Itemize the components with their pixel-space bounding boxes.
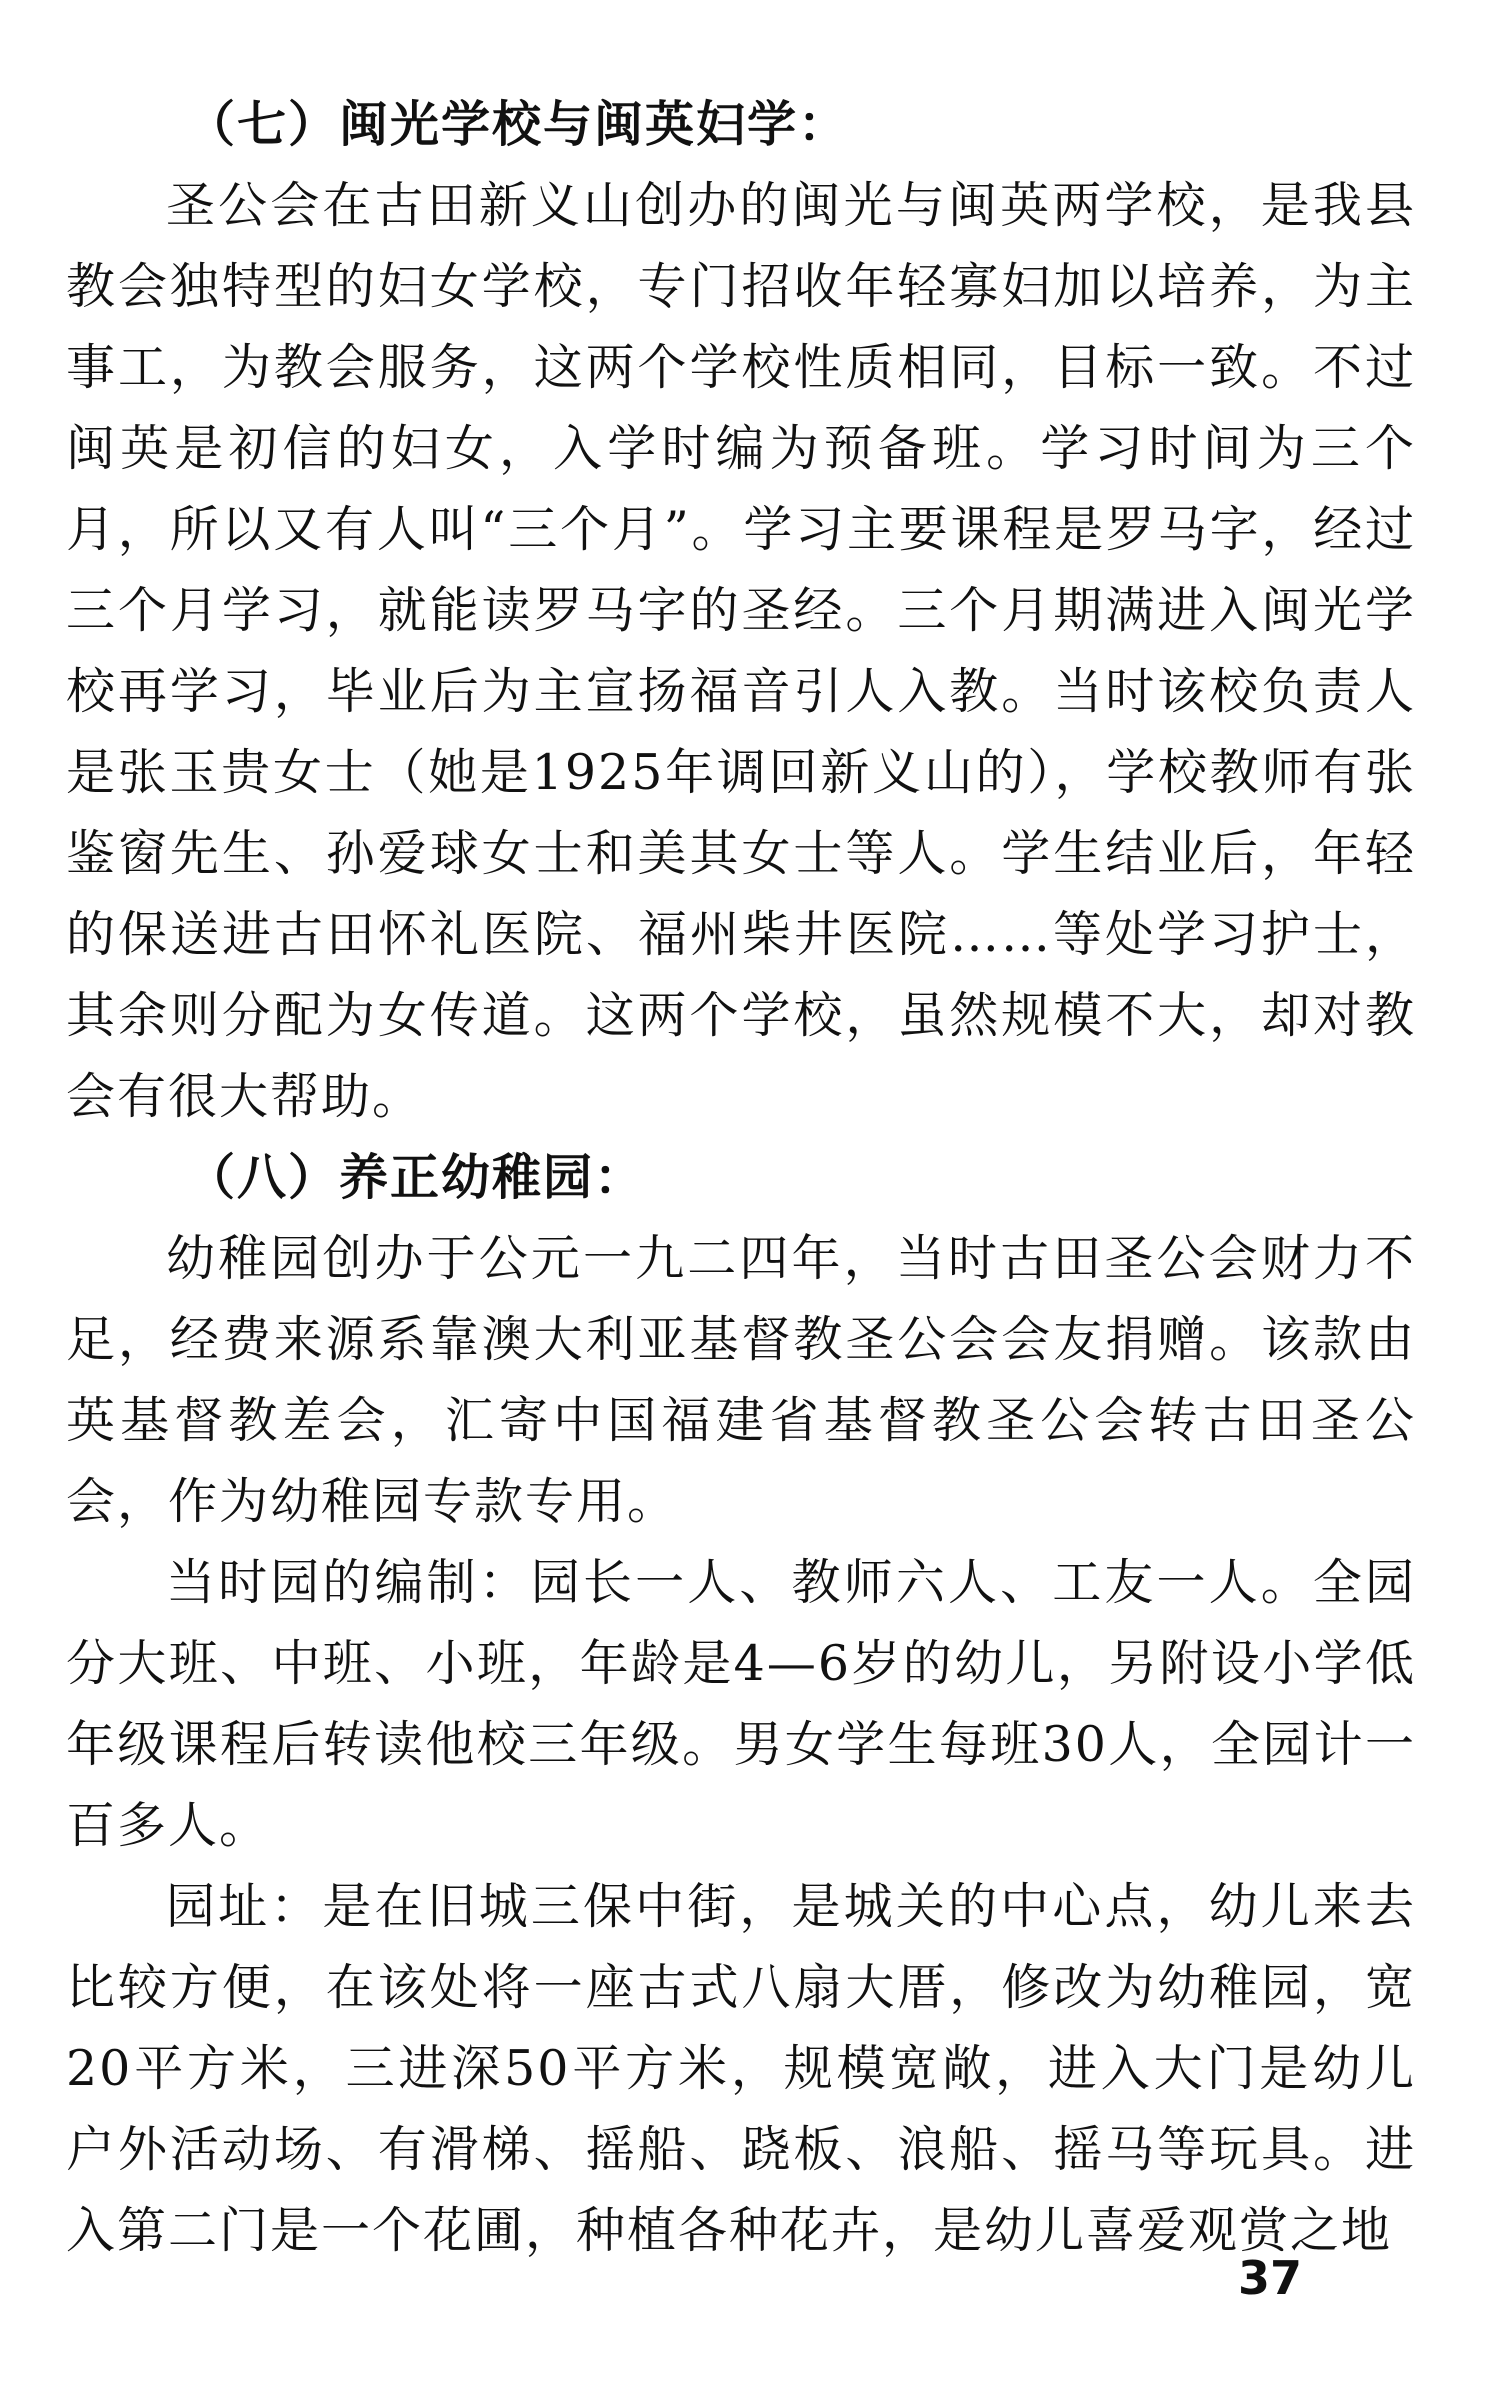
body-text: [66, 84, 1416, 2271]
paragraph-minguang-minying: 圣公会在古田新义山创办的闽光与闽英两学校，是我县教会独特型的妇女学校，专门招收年轻寡妇加以培养，为主事工，为教会服务，这两个学校性质相同，目标一致。不过闽英是初信的妇女，入学时编为预备班。学习时间为三个月，所以又有人叫“三个月”。学习主要课程是罗马字，经过三个月学习，就能读罗马字的圣经。三个月期满进入闽光学校再学习，毕业后为主宣扬福音引人入教。当时该校负责人是张玉贵女士（她是1925年调回新义山的），学校教师有张鉴窗先生、孙爱球女士和美其女士等人。学生结业后，年轻的保送进古田怀礼医院、福州柴井医院……等处学习护士，其余则分配为女传道。这两个学校，虽然规模不大，却对教会有很大帮助。: [66, 177, 1416, 1125]
paragraph-kindergarten-founding: 幼稚园创办于公元一九二四年，当时古田圣公会财力不足，经费来源系靠澳大利亚基督教圣公会会友捐赠。该款由英基督教差会，汇寄中国福建省基督教圣公会转古田圣公会，作为幼稚园专款专用。: [66, 1230, 1416, 1530]
section-heading-8: （八）养正幼稚园：: [186, 1148, 646, 1206]
section-heading-7: （七）闽光学校与闽英妇学：: [186, 95, 850, 153]
paragraph-kindergarten-site: 园址：是在旧城三保中街，是城关的中心点，幼儿来去比较方便，在该处将一座古式八扇大厝，修改为幼稚园，宽20平方米，三进深50平方米，规模宽敞，进入大门是幼儿户外活动场、有滑梯、摇船、跷板、浪船、摇马等玩具。进入第二门是一个花圃，种植各种花卉，是幼儿喜爱观赏之地: [66, 1878, 1416, 2259]
paragraph-kindergarten-staffing: 当时园的编制：园长一人、教师六人、工友一人。全园分大班、中班、小班，年龄是4—6岁的幼儿，另附设小学低年级课程后转读他校三年级。男女学生每班30人，全园计一百多人。: [66, 1554, 1416, 1854]
page-number: 37: [1238, 2251, 1303, 2305]
